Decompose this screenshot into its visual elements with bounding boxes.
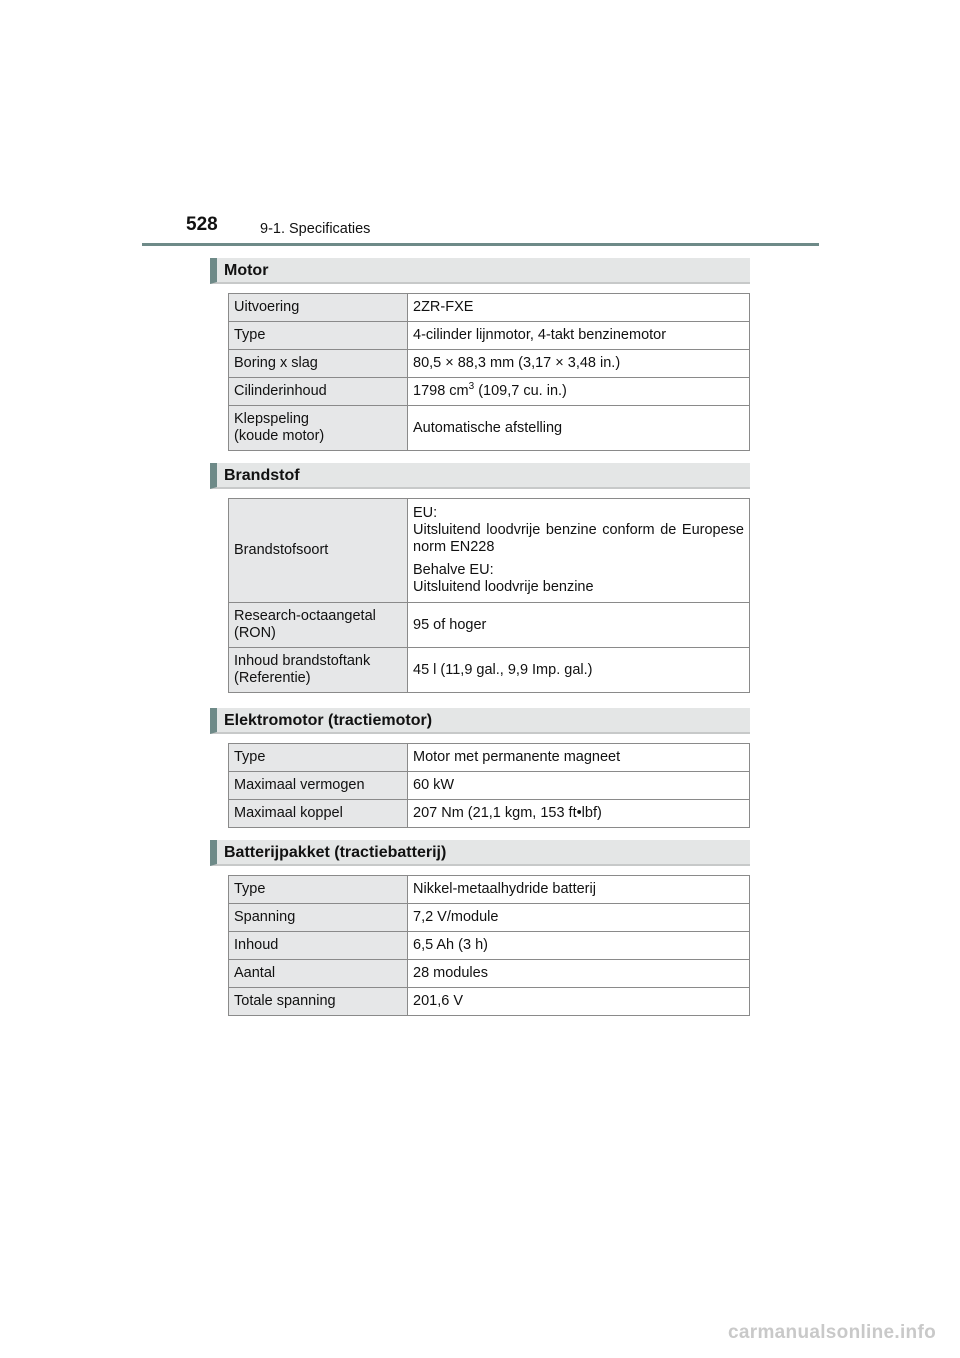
page-header — [0, 0, 960, 250]
table-row — [229, 294, 750, 322]
section-batterij — [210, 840, 750, 1016]
header-rule — [142, 243, 819, 246]
value-paragraph — [413, 505, 744, 556]
row-label — [229, 648, 408, 693]
row-value — [408, 378, 750, 406]
row-value: 6,5 Ah (3 h) — [408, 932, 750, 960]
table-row — [229, 648, 750, 693]
section-title: Batterijpakket (tractiebatterij) — [224, 844, 447, 861]
table-row — [229, 932, 750, 960]
table-row — [229, 350, 750, 378]
row-value: 28 modules — [408, 960, 750, 988]
table-row — [229, 406, 750, 451]
section-heading — [210, 463, 750, 489]
label-line: (Referentie) — [234, 670, 311, 686]
label-line: Research-octaangetal — [234, 608, 376, 624]
table-row — [229, 772, 750, 800]
row-value — [408, 499, 750, 603]
row-value: 80,5 × 88,3 mm (3,17 × 3,48 in.) — [408, 350, 750, 378]
table-row — [229, 744, 750, 772]
row-value: Automatische afstelling — [408, 406, 750, 451]
section-elektromotor — [210, 708, 750, 828]
row-label: Aantal — [229, 960, 408, 988]
section-brandstof — [210, 463, 750, 693]
section-title: Elektromotor (tractiemotor) — [224, 712, 433, 729]
value-main: 1798 cm — [413, 383, 469, 399]
chapter-title: 9-1. Specificaties — [260, 221, 371, 237]
row-value: 4-cilinder lijnmotor, 4-takt benzinemotor — [408, 322, 750, 350]
row-value: Nikkel-metaalhydride batterij — [408, 876, 750, 904]
spec-table-motor — [228, 293, 750, 451]
table-row — [229, 322, 750, 350]
row-label: Maximaal koppel — [229, 800, 408, 828]
section-title: Brandstof — [224, 467, 300, 484]
table-row — [229, 988, 750, 1016]
value-text: Uitsluitend loodvrije benzine conform de Europese norm EN228 — [413, 522, 744, 555]
section-heading — [210, 708, 750, 734]
row-label: Brandstofsoort — [229, 499, 408, 603]
section-motor — [210, 258, 750, 451]
row-value: Motor met permanente magneet — [408, 744, 750, 772]
watermark: carmanualsonline.info — [728, 1322, 936, 1343]
row-label: Maximaal vermogen — [229, 772, 408, 800]
row-value: 2ZR-FXE — [408, 294, 750, 322]
section-heading — [210, 258, 750, 284]
section-title: Motor — [224, 262, 269, 279]
label-line: (koude motor) — [234, 428, 325, 444]
row-label: Boring x slag — [229, 350, 408, 378]
spec-table-elektromotor — [228, 743, 750, 828]
spec-table-brandstof — [228, 498, 750, 693]
row-value: 60 kW — [408, 772, 750, 800]
row-label: Spanning — [229, 904, 408, 932]
page-number: 528 — [186, 214, 218, 235]
value-line: Uitsluitend loodvrije benzine — [413, 579, 594, 595]
row-label — [229, 406, 408, 451]
row-label: Inhoud — [229, 932, 408, 960]
table-row — [229, 904, 750, 932]
table-row — [229, 960, 750, 988]
row-label: Type — [229, 322, 408, 350]
row-label: Cilinderinhoud — [229, 378, 408, 406]
label-line: Inhoud brandstoftank — [234, 653, 371, 669]
row-label: Totale spanning — [229, 988, 408, 1016]
spec-table-batterij — [228, 875, 750, 1016]
table-row — [229, 876, 750, 904]
value-paragraph — [413, 562, 744, 596]
table-row — [229, 499, 750, 603]
value-suffix: (109,7 cu. in.) — [474, 383, 567, 399]
row-value: 7,2 V/module — [408, 904, 750, 932]
table-row — [229, 800, 750, 828]
row-label: Type — [229, 876, 408, 904]
row-value: 45 l (11,9 gal., 9,9 Imp. gal.) — [408, 648, 750, 693]
row-value: 95 of hoger — [408, 603, 750, 648]
row-value: 207 Nm (21,1 kgm, 153 ft•lbf) — [408, 800, 750, 828]
label-line: (RON) — [234, 625, 276, 641]
row-label: Type — [229, 744, 408, 772]
section-heading — [210, 840, 750, 866]
row-label: Uitvoering — [229, 294, 408, 322]
row-label — [229, 603, 408, 648]
value-line: EU: — [413, 505, 438, 521]
value-line: Behalve EU: — [413, 562, 494, 578]
value-superscript: 3 — [468, 381, 475, 393]
row-value: 201,6 V — [408, 988, 750, 1016]
table-row — [229, 378, 750, 406]
table-row — [229, 603, 750, 648]
label-line: Klepspeling — [234, 411, 309, 427]
